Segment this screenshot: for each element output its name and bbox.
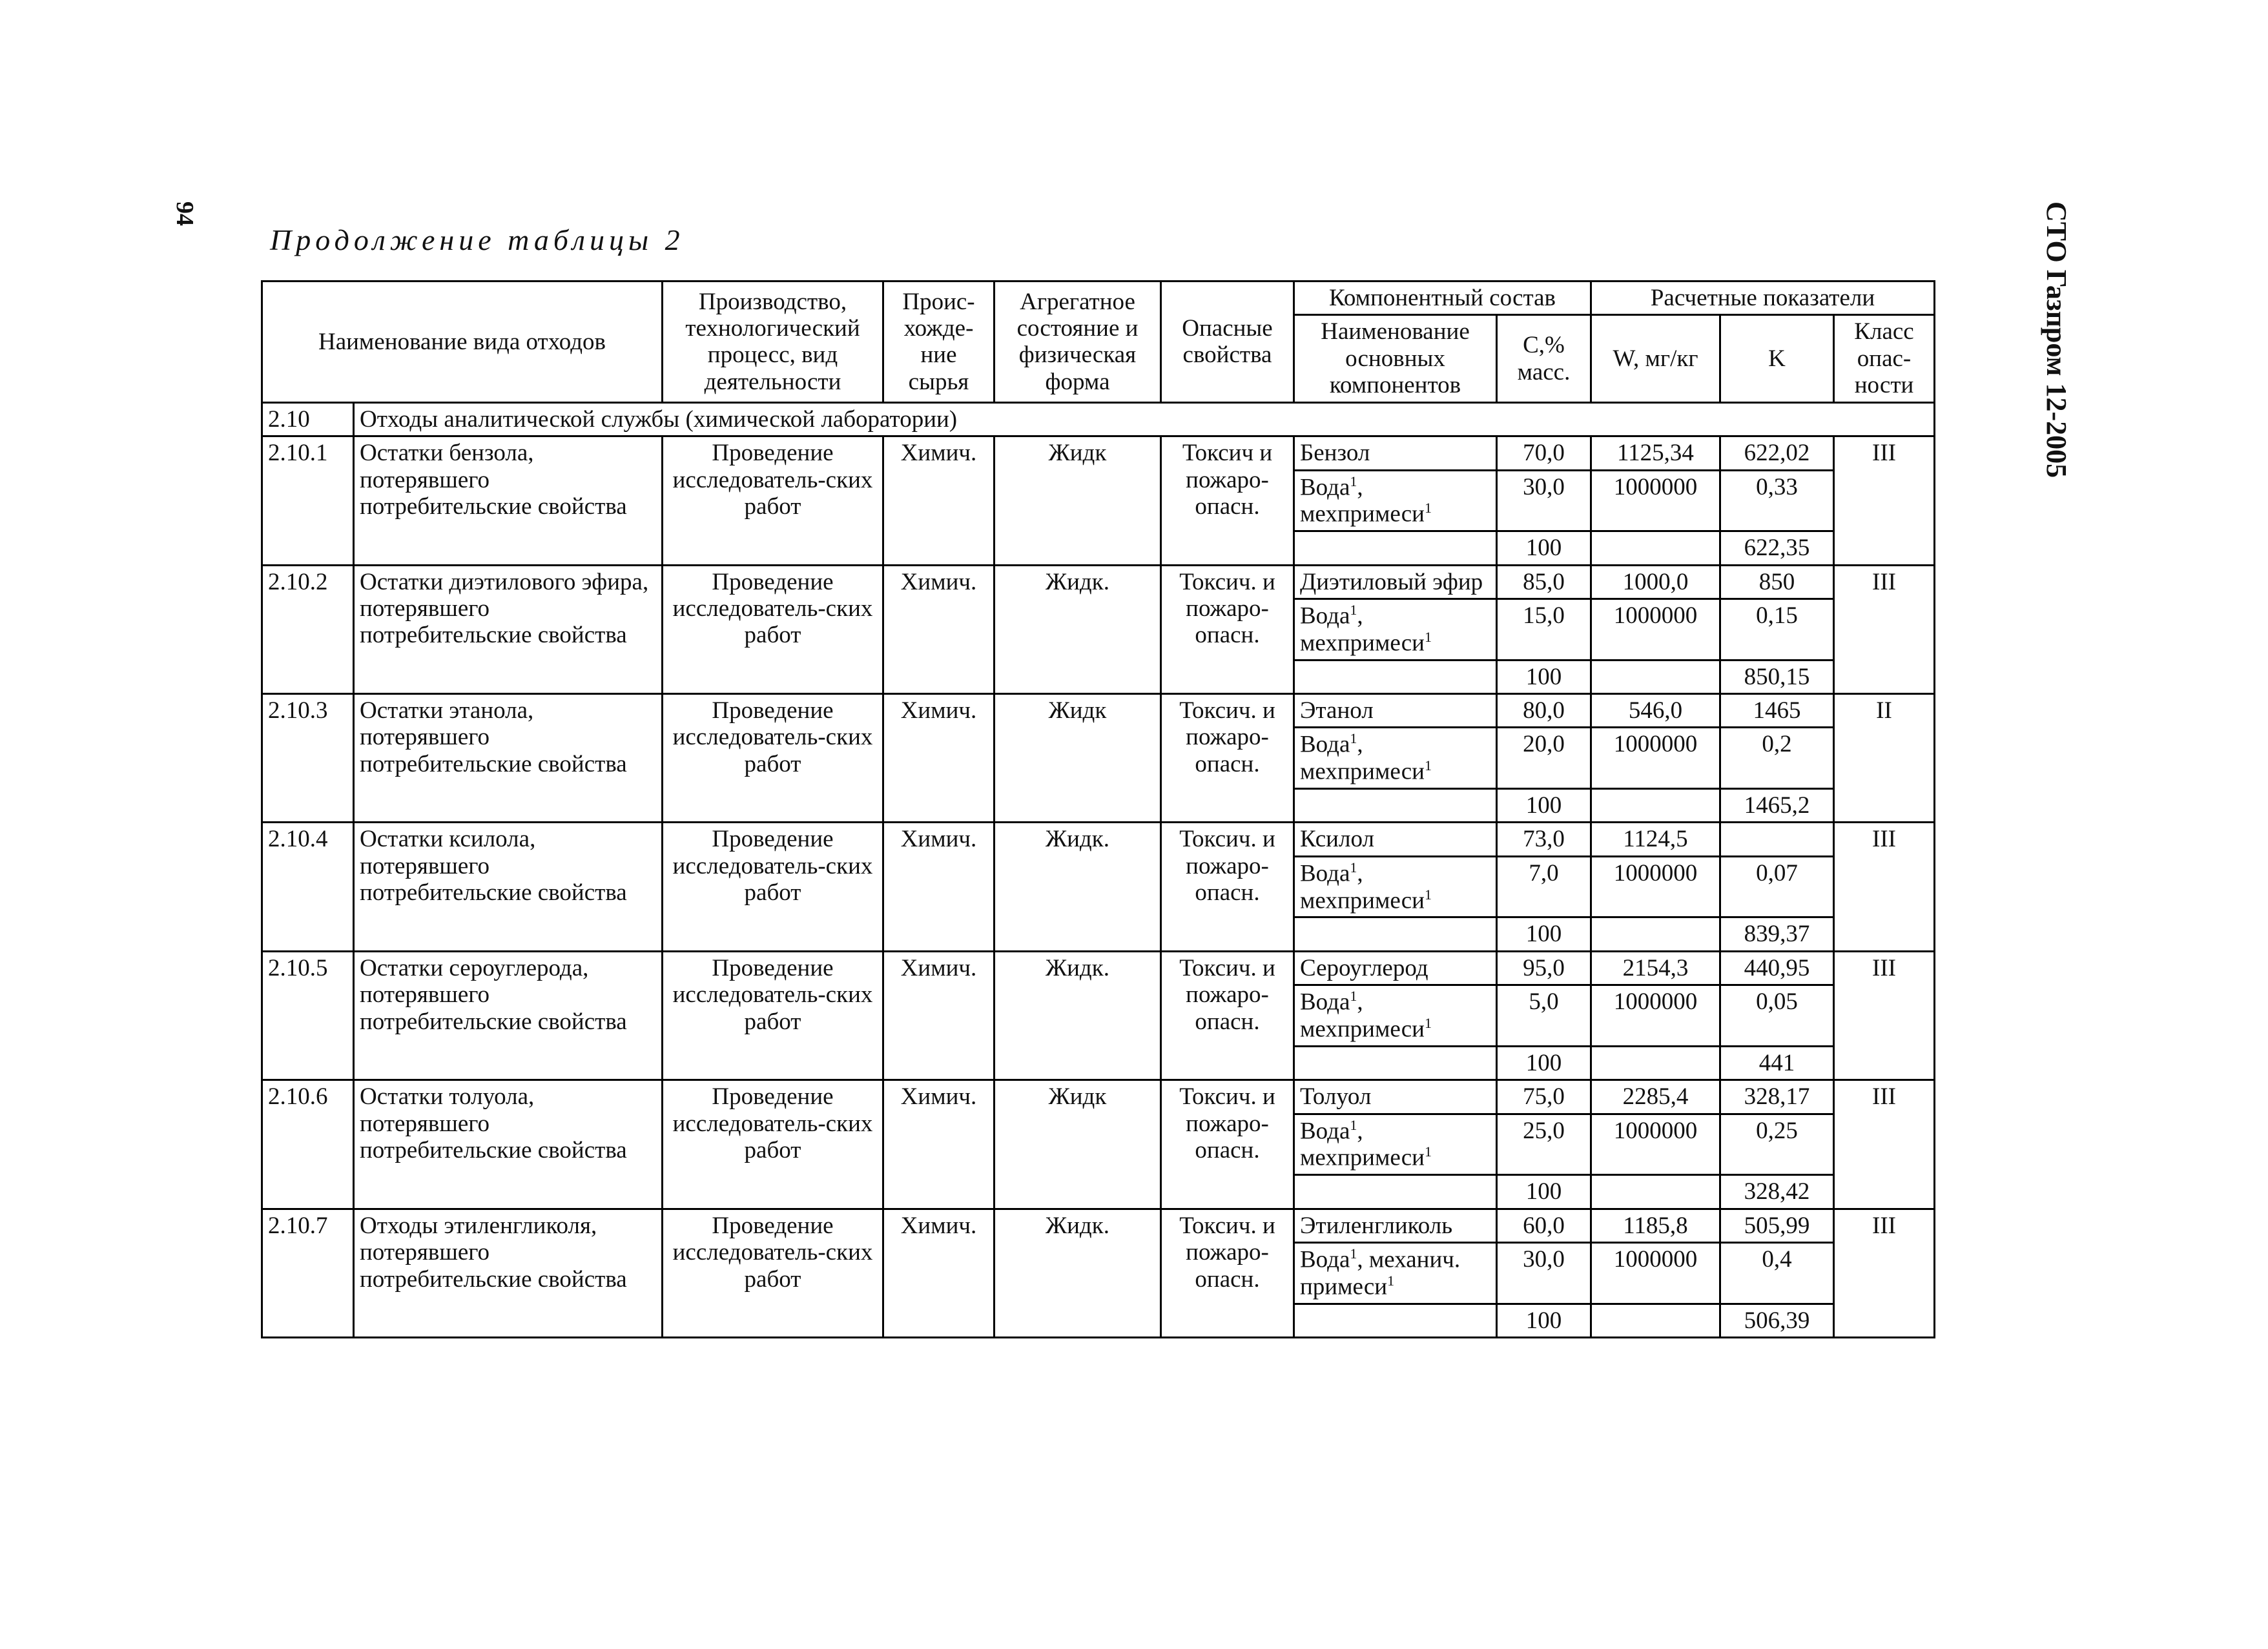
- hazard-class-cell: III: [1834, 436, 1935, 565]
- table-row: [262, 951, 1935, 985]
- section-row: [262, 402, 1935, 436]
- component-1-w: 1185,8: [1591, 1209, 1720, 1242]
- component-2-label-rest: , мехпримеси: [1300, 731, 1425, 785]
- process-cell: Проведение исследователь-ских работ: [663, 1209, 883, 1337]
- hazard-cell: Токсич. и пожаро-опасн.: [1161, 694, 1294, 823]
- component-1-w: 1125,34: [1591, 436, 1720, 470]
- hazard-cell: Токсич. и пожаро-опасн.: [1161, 951, 1294, 1080]
- component-2-w: 1000000: [1591, 1114, 1720, 1175]
- table-row: [262, 436, 1935, 470]
- waste-code: 2.10.2: [262, 565, 354, 693]
- total-w-cell: [1591, 1304, 1720, 1337]
- origin-cell: Химич.: [883, 1080, 995, 1209]
- total-concentration: 100: [1497, 531, 1591, 565]
- process-cell: Проведение исследователь-ских работ: [663, 436, 883, 565]
- component-1-w: 2285,4: [1591, 1080, 1720, 1114]
- footnote-mark: 1: [1350, 602, 1357, 619]
- waste-name: Отходы этиленгликоля, потерявшего потребительские свойства: [354, 1209, 663, 1337]
- footnote-mark: 1: [1350, 730, 1357, 747]
- component-2-name: [1294, 728, 1497, 789]
- component-1-concentration: 70,0: [1497, 436, 1591, 470]
- waste-name: Остатки толуола, потерявшего потребительские свойства: [354, 1080, 663, 1209]
- origin-cell: Химич.: [883, 951, 995, 1080]
- state-cell: Жидк: [995, 694, 1161, 823]
- component-1-concentration: 73,0: [1497, 823, 1591, 856]
- component-2-label: Вода: [1300, 988, 1350, 1016]
- component-2-w: 1000000: [1591, 1243, 1720, 1304]
- total-label-cell: [1294, 660, 1497, 693]
- component-2-k: 0,25: [1720, 1114, 1834, 1175]
- component-1-name: Толуол: [1294, 1080, 1497, 1114]
- document-code: СТО Газпром 12-2005: [2041, 201, 2072, 478]
- total-concentration: 100: [1497, 917, 1591, 951]
- state-cell: Жидк: [995, 1080, 1161, 1209]
- process-cell: Проведение исследователь-ских работ: [663, 565, 883, 693]
- header-hazard-class: Класс опас-ности: [1834, 315, 1935, 402]
- component-2-label-rest: , мехпримеси: [1300, 1117, 1425, 1171]
- header-hazard: Опасные свойства: [1161, 282, 1294, 403]
- total-k: 441: [1720, 1046, 1834, 1080]
- component-2-name: [1294, 470, 1497, 531]
- total-w-cell: [1591, 1046, 1720, 1080]
- component-2-concentration: 20,0: [1497, 728, 1591, 789]
- state-cell: Жидк.: [995, 951, 1161, 1080]
- table-row: [262, 694, 1935, 728]
- waste-code: 2.10.6: [262, 1080, 354, 1209]
- table-header: [262, 282, 1935, 403]
- origin-cell: Химич.: [883, 694, 995, 823]
- header-component-name: Наименование основных компонентов: [1294, 315, 1497, 402]
- component-2-w: 1000000: [1591, 985, 1720, 1047]
- component-2-w: 1000000: [1591, 728, 1720, 789]
- component-2-label: Вода: [1300, 731, 1350, 758]
- component-1-k: 505,99: [1720, 1209, 1834, 1242]
- hazard-class-cell: III: [1834, 565, 1935, 693]
- component-1-k: 328,17: [1720, 1080, 1834, 1114]
- page-number: 94: [171, 201, 198, 226]
- hazard-cell: Токсич и пожаро-опасн.: [1161, 436, 1294, 565]
- table-row: [262, 1080, 1935, 1114]
- component-2-label: Вода: [1300, 1246, 1350, 1273]
- component-1-name: Этиленгликоль: [1294, 1209, 1497, 1242]
- component-2-k: 0,4: [1720, 1243, 1834, 1304]
- component-2-name: [1294, 1243, 1497, 1304]
- component-1-name: Сероуглерод: [1294, 951, 1497, 985]
- hazard-cell: Токсич. и пожаро-опасн.: [1161, 823, 1294, 951]
- hazard-cell: Токсич. и пожаро-опасн.: [1161, 565, 1294, 693]
- component-1-k: 850: [1720, 565, 1834, 599]
- total-k: 506,39: [1720, 1304, 1834, 1337]
- component-1-k: 440,95: [1720, 951, 1834, 985]
- waste-name: Остатки этанола, потерявшего потребительские свойства: [354, 694, 663, 823]
- origin-cell: Химич.: [883, 823, 995, 951]
- total-w-cell: [1591, 1175, 1720, 1209]
- total-k: 328,42: [1720, 1175, 1834, 1209]
- component-1-concentration: 95,0: [1497, 951, 1591, 985]
- hazard-class-cell: III: [1834, 823, 1935, 951]
- footnote-mark: 1: [1387, 1272, 1395, 1289]
- total-label-cell: [1294, 788, 1497, 822]
- hazard-class-cell: III: [1834, 1080, 1935, 1209]
- component-1-k: [1720, 823, 1834, 856]
- component-1-name: Бензол: [1294, 436, 1497, 470]
- component-1-w: 2154,3: [1591, 951, 1720, 985]
- total-w-cell: [1591, 917, 1720, 951]
- component-2-k: 0,07: [1720, 856, 1834, 917]
- component-2-label-rest: , механич. примеси: [1300, 1246, 1461, 1300]
- header-k: K: [1720, 315, 1834, 402]
- waste-code: 2.10.1: [262, 436, 354, 565]
- origin-cell: Химич.: [883, 1209, 995, 1337]
- footnote-mark: 1: [1424, 757, 1432, 774]
- total-k: 1465,2: [1720, 788, 1834, 822]
- footnote-mark: 1: [1424, 628, 1432, 645]
- component-2-w: 1000000: [1591, 856, 1720, 917]
- component-2-label: Вода: [1300, 860, 1350, 887]
- process-cell: Проведение исследователь-ских работ: [663, 694, 883, 823]
- footnote-mark: 1: [1350, 473, 1357, 489]
- hazard-cell: Токсич. и пожаро-опасн.: [1161, 1209, 1294, 1337]
- component-2-concentration: 5,0: [1497, 985, 1591, 1047]
- component-2-k: 0,33: [1720, 470, 1834, 531]
- total-label-cell: [1294, 917, 1497, 951]
- header-process: Производство, технологический процесс, вид деятельности: [663, 282, 883, 403]
- waste-code: 2.10.5: [262, 951, 354, 1080]
- waste-table: [261, 280, 1935, 1338]
- total-label-cell: [1294, 531, 1497, 565]
- footnote-mark: 1: [1424, 500, 1432, 517]
- process-cell: Проведение исследователь-ских работ: [663, 823, 883, 951]
- footnote-mark: 1: [1350, 1245, 1357, 1262]
- component-2-w: 1000000: [1591, 599, 1720, 661]
- total-concentration: 100: [1497, 660, 1591, 693]
- waste-code: 2.10.7: [262, 1209, 354, 1337]
- waste-name: Остатки бензола, потерявшего потребительские свойства: [354, 436, 663, 565]
- component-1-concentration: 60,0: [1497, 1209, 1591, 1242]
- component-2-label-rest: , мехпримеси: [1300, 602, 1425, 657]
- waste-code: 2.10.3: [262, 694, 354, 823]
- total-concentration: 100: [1497, 1304, 1591, 1337]
- component-1-concentration: 85,0: [1497, 565, 1591, 599]
- total-concentration: 100: [1497, 1175, 1591, 1209]
- total-w-cell: [1591, 660, 1720, 693]
- hazard-class-cell: III: [1834, 951, 1935, 1080]
- component-1-k: 622,02: [1720, 436, 1834, 470]
- process-cell: Проведение исследователь-ских работ: [663, 1080, 883, 1209]
- hazard-class-cell: III: [1834, 1209, 1935, 1337]
- component-2-concentration: 25,0: [1497, 1114, 1591, 1175]
- state-cell: Жидк.: [995, 823, 1161, 951]
- component-2-name: [1294, 985, 1497, 1047]
- section-code: 2.10: [262, 402, 354, 436]
- component-2-w: 1000000: [1591, 470, 1720, 531]
- component-2-label: Вода: [1300, 473, 1350, 500]
- total-k: 622,35: [1720, 531, 1834, 565]
- state-cell: Жидк.: [995, 1209, 1161, 1337]
- waste-name: Остатки диэтилового эфира, потерявшего потребительские свойства: [354, 565, 663, 693]
- component-2-label: Вода: [1300, 1117, 1350, 1144]
- table-row: [262, 1209, 1935, 1242]
- component-2-k: 0,15: [1720, 599, 1834, 661]
- total-k: 850,15: [1720, 660, 1834, 693]
- hazard-class-cell: II: [1834, 694, 1935, 823]
- footnote-mark: 1: [1424, 1143, 1432, 1160]
- component-1-w: 1000,0: [1591, 565, 1720, 599]
- component-2-concentration: 30,0: [1497, 470, 1591, 531]
- total-concentration: 100: [1497, 788, 1591, 822]
- state-cell: Жидк: [995, 436, 1161, 565]
- footnote-mark: 1: [1350, 859, 1357, 876]
- component-1-name: Ксилол: [1294, 823, 1497, 856]
- header-origin: Проис-хожде-ние сырья: [883, 282, 995, 403]
- process-cell: Проведение исследователь-ских работ: [663, 951, 883, 1080]
- header-w: W, мг/кг: [1591, 315, 1720, 402]
- waste-code: 2.10.4: [262, 823, 354, 951]
- component-2-name: [1294, 599, 1497, 661]
- component-1-concentration: 75,0: [1497, 1080, 1591, 1114]
- component-1-name: Диэтиловый эфир: [1294, 565, 1497, 599]
- total-label-cell: [1294, 1304, 1497, 1337]
- waste-name: Остатки ксилола, потерявшего потребительские свойства: [354, 823, 663, 951]
- component-1-w: 1124,5: [1591, 823, 1720, 856]
- total-k: 839,37: [1720, 917, 1834, 951]
- component-2-label-rest: , мехпримеси: [1300, 473, 1425, 527]
- component-2-concentration: 7,0: [1497, 856, 1591, 917]
- component-2-label: Вода: [1300, 602, 1350, 630]
- component-2-label-rest: , мехпримеси: [1300, 988, 1425, 1043]
- component-2-label-rest: , мехпримеси: [1300, 860, 1425, 914]
- origin-cell: Химич.: [883, 565, 995, 693]
- header-composition: Компонентный состав: [1294, 282, 1591, 315]
- header-state: Агрегатное состояние и физическая форма: [995, 282, 1161, 403]
- component-2-concentration: 30,0: [1497, 1243, 1591, 1304]
- component-1-k: 1465: [1720, 694, 1834, 728]
- component-1-w: 546,0: [1591, 694, 1720, 728]
- table-row: [262, 823, 1935, 856]
- total-concentration: 100: [1497, 1046, 1591, 1080]
- footnote-mark: 1: [1350, 1116, 1357, 1133]
- component-2-k: 0,2: [1720, 728, 1834, 789]
- total-label-cell: [1294, 1175, 1497, 1209]
- footnote-mark: 1: [1350, 988, 1357, 1005]
- component-2-concentration: 15,0: [1497, 599, 1591, 661]
- component-2-k: 0,05: [1720, 985, 1834, 1047]
- component-1-concentration: 80,0: [1497, 694, 1591, 728]
- total-w-cell: [1591, 531, 1720, 565]
- header-calculated: Расчетные показатели: [1591, 282, 1935, 315]
- hazard-cell: Токсич. и пожаро-опасн.: [1161, 1080, 1294, 1209]
- component-2-name: [1294, 1114, 1497, 1175]
- component-1-name: Этанол: [1294, 694, 1497, 728]
- table-body: [262, 402, 1935, 1337]
- component-2-name: [1294, 856, 1497, 917]
- state-cell: Жидк.: [995, 565, 1161, 693]
- footnote-mark: 1: [1424, 886, 1432, 903]
- table-caption: Продолжение таблицы 2: [270, 223, 685, 256]
- origin-cell: Химич.: [883, 436, 995, 565]
- total-label-cell: [1294, 1046, 1497, 1080]
- footnote-mark: 1: [1424, 1015, 1432, 1032]
- header-name: Наименование вида отходов: [262, 282, 663, 403]
- header-concentration: С,% масс.: [1497, 315, 1591, 402]
- total-w-cell: [1591, 788, 1720, 822]
- waste-name: Остатки сероуглерода, потерявшего потребительские свойства: [354, 951, 663, 1080]
- section-title: Отходы аналитической службы (химической лаборатории): [354, 402, 1935, 436]
- table-row: [262, 565, 1935, 599]
